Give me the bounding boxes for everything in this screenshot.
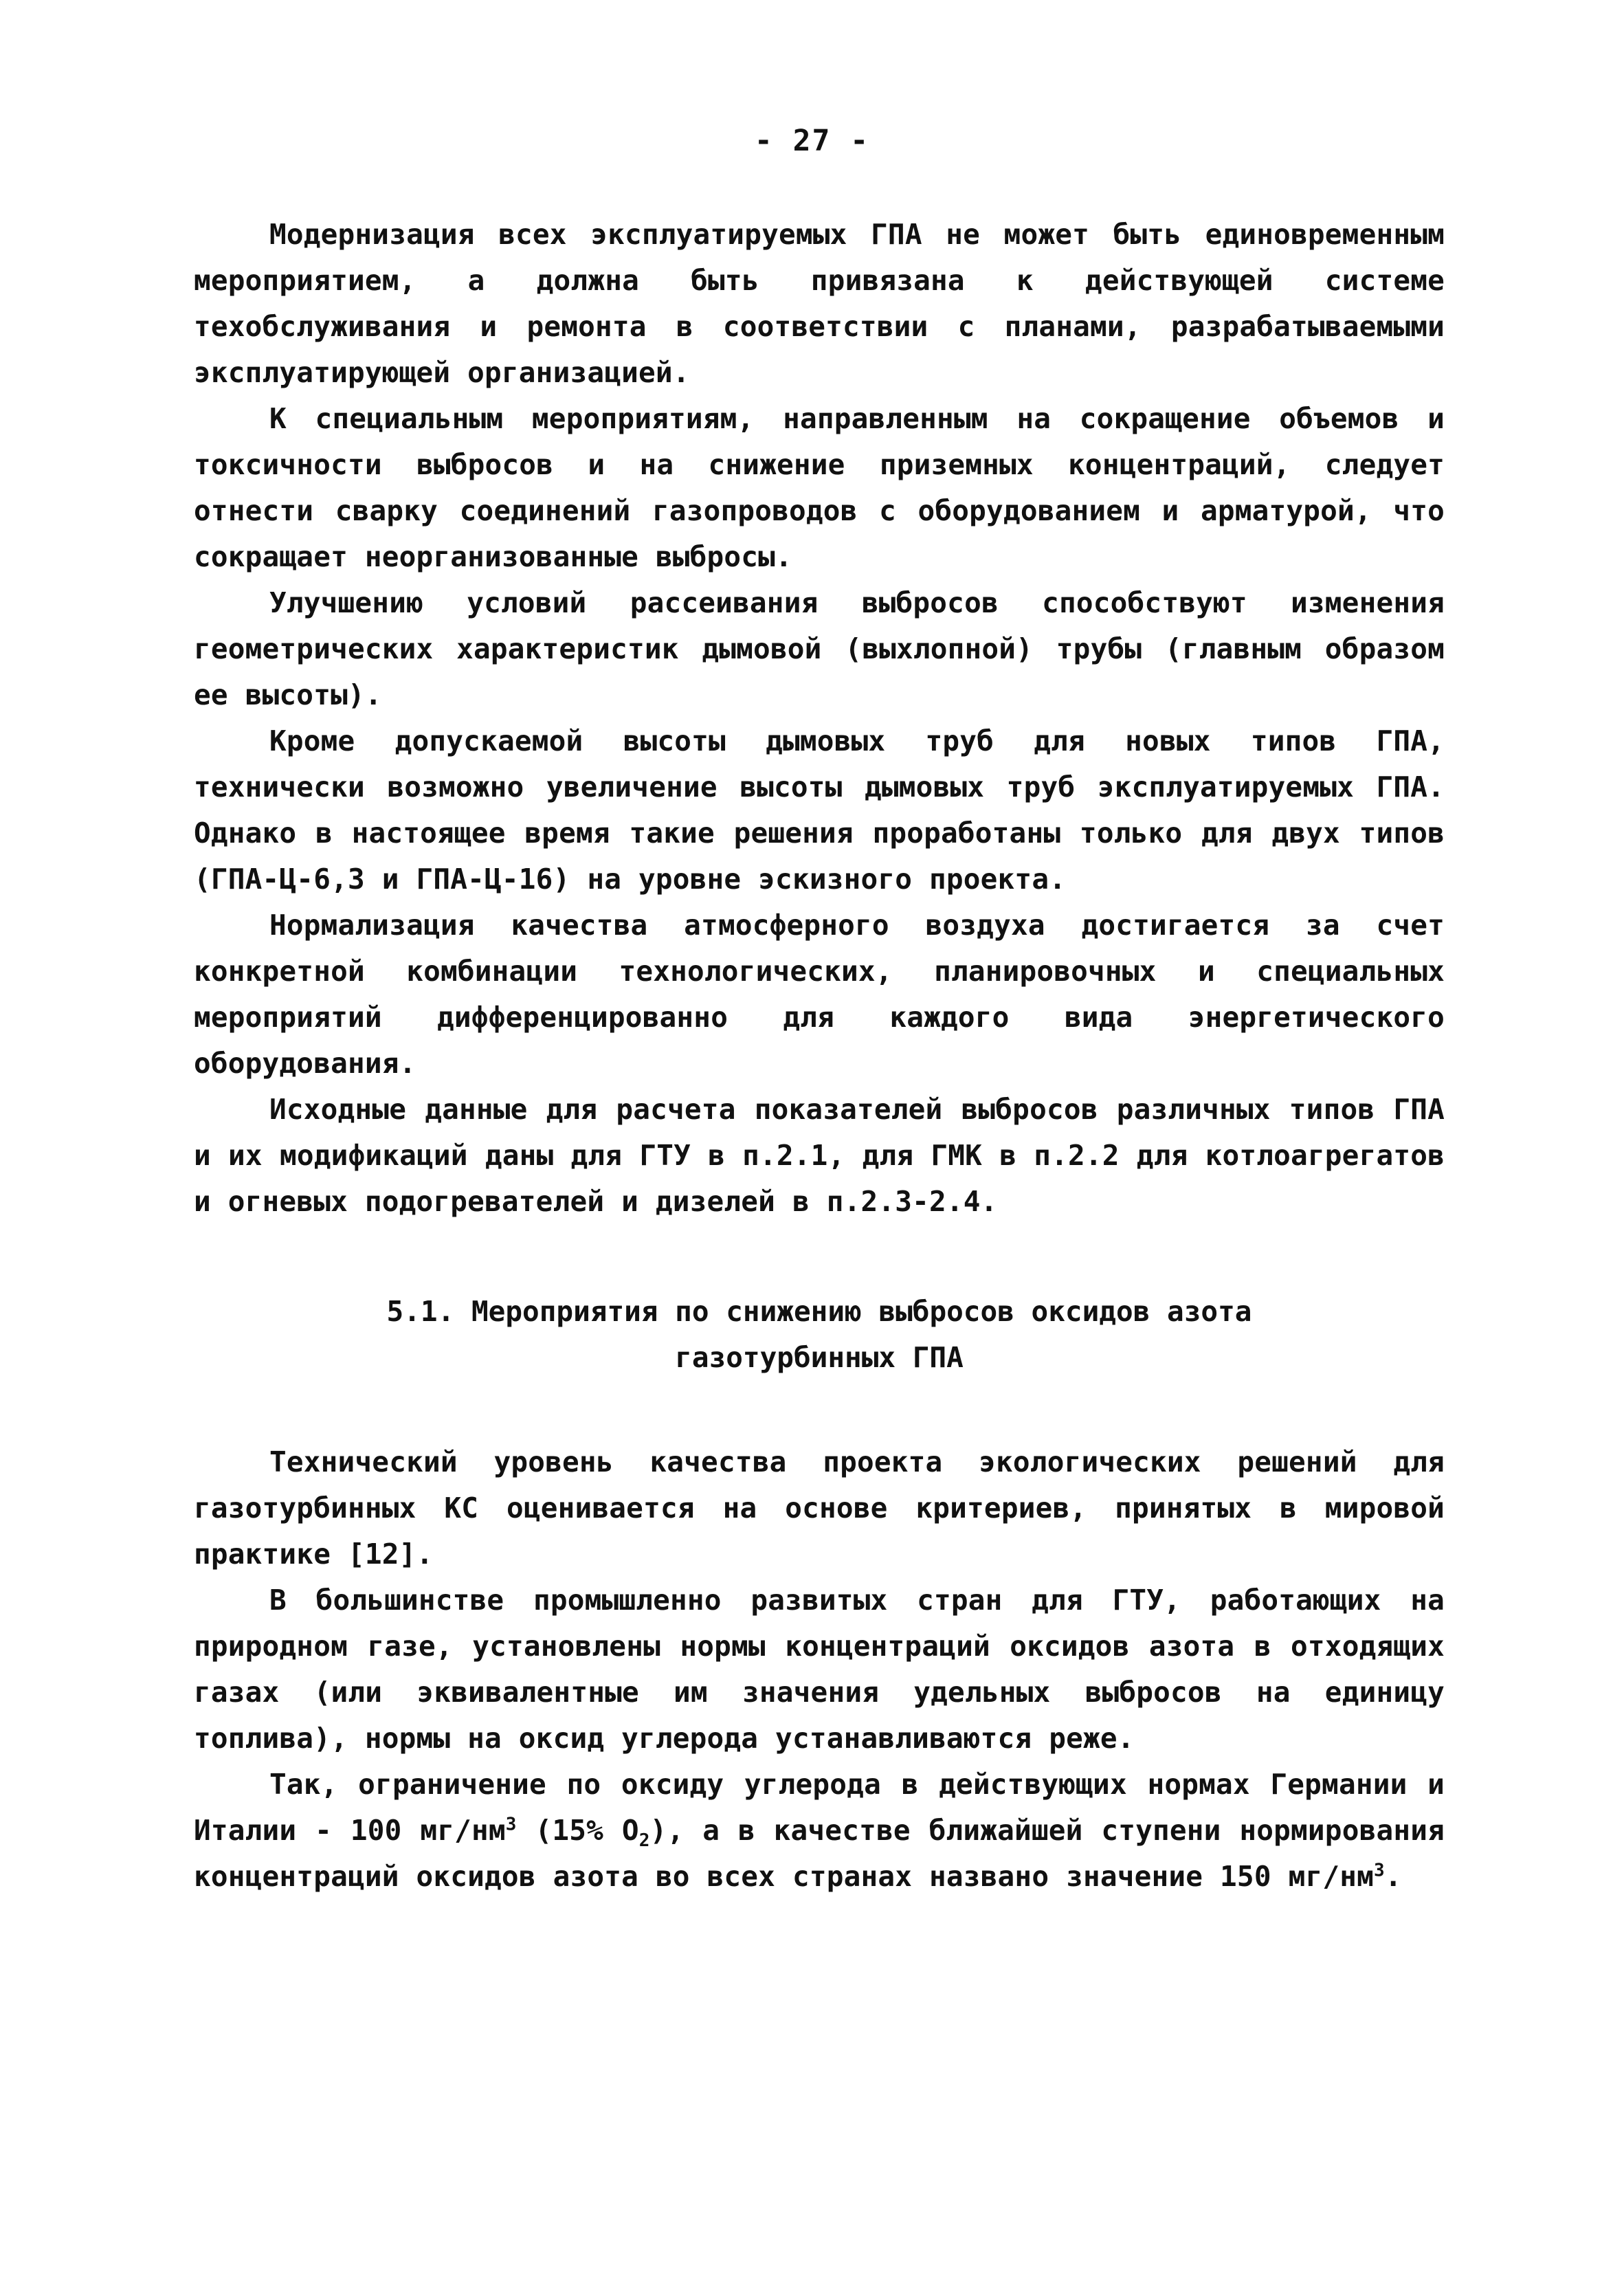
paragraph-limits — [194, 1762, 1445, 1900]
paragraph-air-quality: Нормализация качества атмосферного воздуха достигается за счет конкретной комбинации технологических, планировочных и специальных мероприятий дифференцированно для каждого вида энергетического оборудования. — [194, 909, 1445, 1080]
limits-text-part-3: ), а в качестве ближайшей ступени нормирования концентраций оксидов азота во всех странах названо значение 150 мг/нм — [194, 1814, 1445, 1893]
paragraph-special-measures: К специальным мероприятиям, направленным на сокращение объемов и токсичности выбросов и на снижение приземных концентраций, следует отнести сварку соединений газопроводов с оборудованием и арматурой, что сокращает неорганизованные выбросы. — [194, 402, 1445, 573]
limits-text-part-4: . — [1384, 1860, 1402, 1893]
paragraph-technical-level: Технический уровень качества проекта экологических решений для газотурбинных КС оценивается на основе критериев, принятых в мировой практике [12]. — [194, 1445, 1445, 1571]
paragraph-dispersion: Улучшению условий рассеивания выбросов способствуют изменения геометрических характеристик дымовой (выхлопной) трубы (главным образом ее высоты). — [194, 586, 1445, 711]
paragraph-modernization: Модернизация всех эксплуатируемых ГПА не может быть единовременным мероприятием, а должна быть привязана к действующей системе техобслуживания и ремонта в соответствии с планами, разрабатываемыми эксплуатирующей организацией. — [194, 218, 1445, 389]
section-heading — [194, 1289, 1445, 1381]
section-heading-line-1: 5.1. Мероприятия по снижению выбросов оксидов азота — [386, 1295, 1252, 1328]
page-number: - 27 - — [754, 124, 870, 158]
limits-text-part-1: Так, ограничение по оксиду углерода в действующих нормах Германии и Италии - 100 мг/нм — [194, 1768, 1445, 1847]
paragraph-source-data: Исходные данные для расчета показателей выбросов различных типов ГПА и их модификаций даны для ГТУ в п.2.1, для ГМК в п.2.2 для котлоагрегатов и огневых подогревателей и дизелей в п.2.3-2.4. — [194, 1093, 1445, 1218]
intro-text-block — [194, 212, 1445, 1225]
superscript-cubed-1: 3 — [505, 1814, 517, 1835]
limits-text-part-2: (15% O — [516, 1814, 639, 1847]
section-heading-line-2: газотурбинных ГПА — [675, 1341, 964, 1374]
paragraph-norms: В большинстве промышленно развитых стран для ГТУ, работающих на природном газе, установлены нормы концентраций оксидов азота в отходящих газах (или эквивалентные им значения удельных выбросов на единицу топлива), нормы на оксид углерода устанавливаются реже. — [194, 1584, 1445, 1755]
paragraph-stack-height: Кроме допускаемой высоты дымовых труб для новых типов ГПА, технически возможно увеличение высоты дымовых труб эксплуатируемых ГПА. Однако в настоящее время такие решения проработаны только для двух типов (ГПА-Ц-6,3 и ГПА-Ц-16) на уровне эскизного проекта. — [194, 724, 1445, 896]
section-text-block — [194, 1439, 1445, 1900]
subscript-oxygen: 2 — [638, 1830, 650, 1852]
superscript-cubed-2: 3 — [1374, 1860, 1385, 1881]
